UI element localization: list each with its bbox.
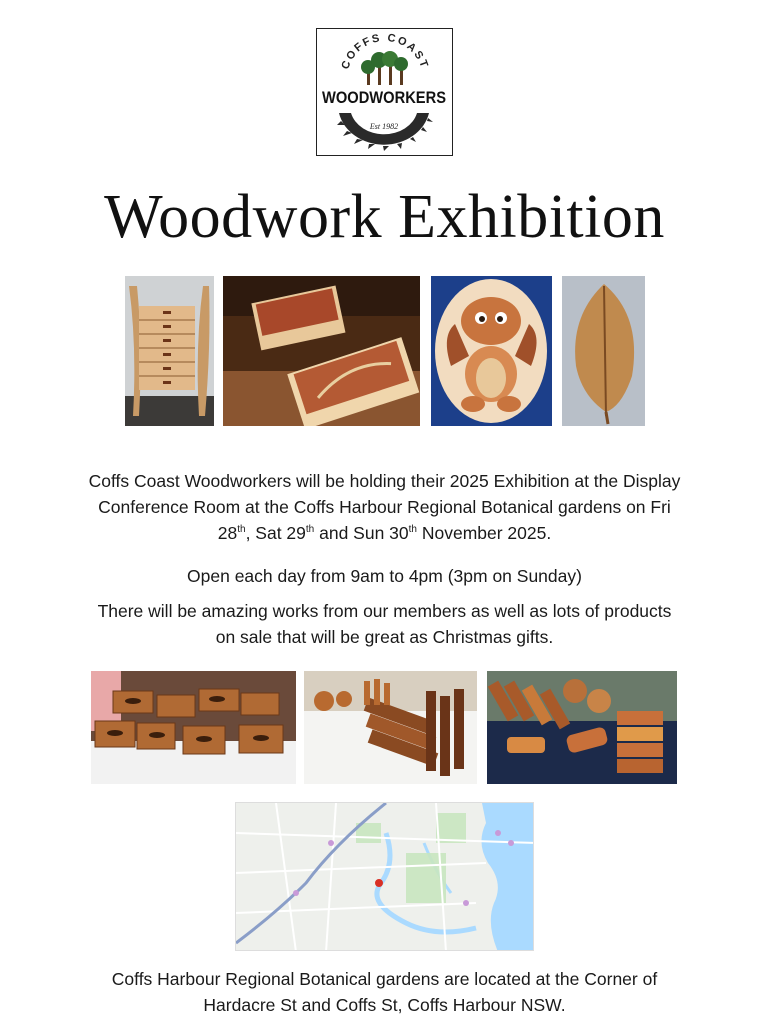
photo-sale-table [304,671,477,784]
location-text [20,966,749,1018]
intro-line-3 [20,520,749,546]
location-map[interactable] [235,802,534,951]
logo-name: WOODWORKERS [322,88,446,107]
photo-cutting-boards [487,671,677,784]
saw-blade-icon [337,113,433,151]
photo-chest-of-drawers [125,276,214,426]
trees-icon [361,51,408,85]
products-line-2: on sale that will be great as Christmas gifts. [215,627,554,647]
photo-dragon-intarsia [431,276,552,426]
exhibition-intro [20,468,749,546]
location-line-1: Coffs Harbour Regional Botanical gardens are located at the Corner of [111,969,658,989]
map-pin-icon[interactable] [375,879,383,887]
products-line-1: There will be amazing works from our members as well as lots of products [97,601,672,621]
date-sat-suffix: th [305,524,315,536]
intro-line-2: Conference Room at the Coffs Harbour Regional Botanical gardens on Fri [98,497,671,517]
date-fri: 28 [217,523,238,543]
date-month: November 2025. [416,523,552,543]
page-title: Woodwork Exhibition [104,183,665,251]
opening-hours: Open each day from 9am to 4pm (3pm on Sunday) [187,566,582,586]
date-sat: , Sat 29 [245,523,306,543]
date-fri-suffix: th [237,524,246,536]
club-logo [316,28,453,156]
logo-est: Est 1982 [369,122,399,131]
intro-line-1: Coffs Coast Woodworkers will be holding their 2025 Exhibition at the Display [88,471,681,491]
date-sun: and Sun 30 [314,523,409,543]
photo-jewellery-boxes [223,276,420,426]
logo-arc-text: COFFS COAST [339,31,431,71]
products-text [20,598,749,650]
photo-tissue-boxes [91,671,296,784]
location-line-2: Hardacre St and Coffs St, Coffs Harbour NSW. [203,995,566,1015]
photo-carved-leaf [562,276,645,426]
date-sun-suffix: th [408,524,417,536]
